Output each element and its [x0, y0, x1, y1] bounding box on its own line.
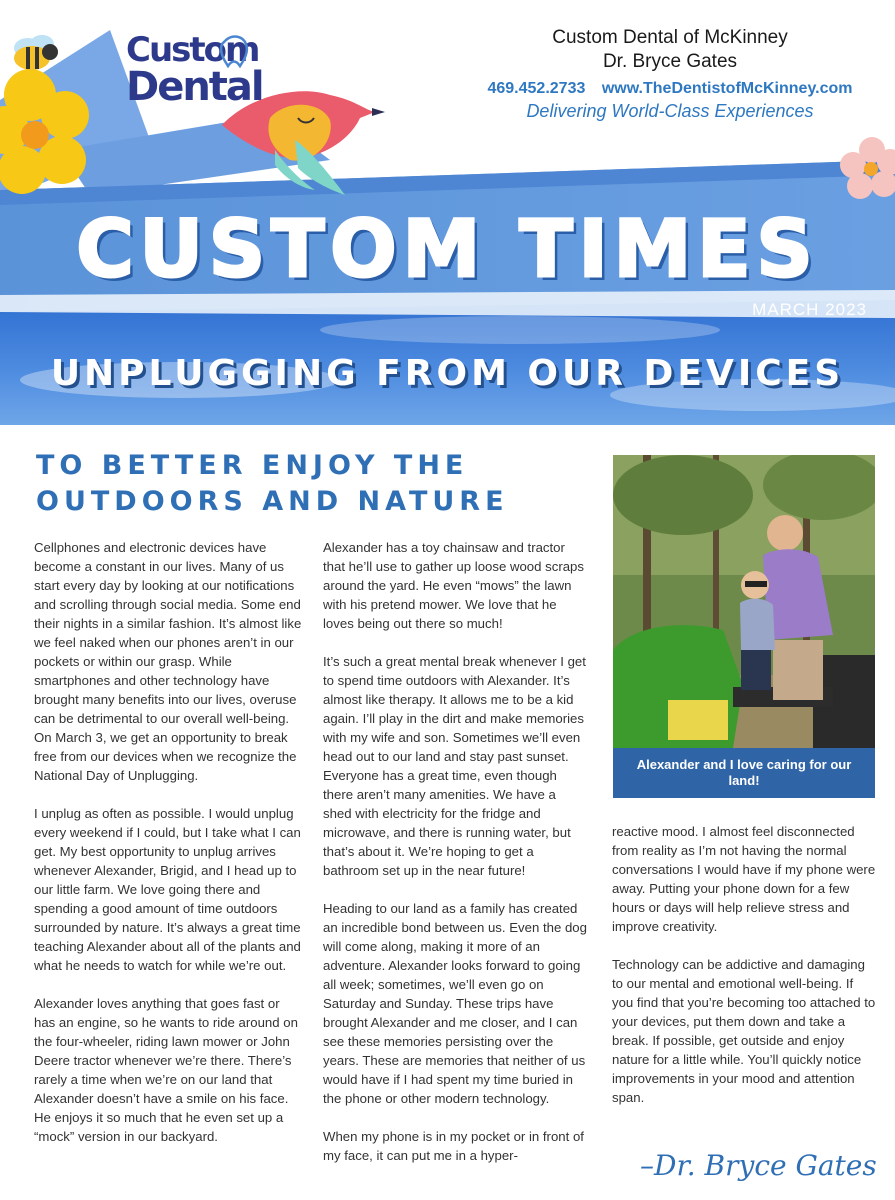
article-subhead: TO BETTER ENJOY THE OUTDOORS AND NATURE: [36, 450, 509, 517]
paragraph: Alexander loves anything that goes fast or has an engine, so he wants to ride around on the four-wheeler, riding lawn mower or John Deere tractor whenever we’re there. There’s rarely a time when we’re on our land that Alexander doesn’t have a smile on his face. He enjoys it so much that he even set up a “mock” version in our backyard.: [34, 996, 298, 1144]
photo-caption: Alexander and I love caring for our land!: [636, 757, 852, 788]
family-photo: [613, 455, 875, 748]
paragraph: When my phone is in my pocket or in front of my face, it can put me in a hyper-: [323, 1129, 584, 1163]
custom-dental-logo: [118, 30, 263, 110]
paragraph: Technology can be addictive and damaging to our mental and emotional well-being. If you find that you’re becoming too attached to your devices, put them down and take a break. If possible, get outside and enjoy nature for a little while. You’ll quickly notice improvements in your mood and attention span.: [612, 957, 876, 1105]
paragraph: reactive mood. I almost feel disconnected from reality as I’m not having the normal conversations I would have if my phone were away. Putting your phone down for a few hours or days will help relieve stress and improve creativity.: [612, 824, 876, 934]
tooth-icon: [118, 30, 258, 110]
newsletter-masthead: CUSTOM TIMES: [76, 205, 819, 295]
article-column-1: [34, 538, 302, 1165]
practice-info: [480, 26, 860, 122]
website-link[interactable]: www.TheDentistofMcKinney.com: [601, 80, 853, 97]
logo-line-1: Custom: [126, 30, 259, 70]
paragraph: Heading to our land as a family has created an incredible bond between us. Even the dog will come along, making it more of an adventure. Alexander looks forward to going all week; sometimes, we’ll even go on Saturday and Sunday. These trips have brought Alexander and me closer, and I can see these memories persisting over the years. These are memories that neither of us would have if I had spent my time buried in the phone or other modern technology.: [323, 901, 587, 1106]
photo-caption-box: [613, 748, 875, 798]
logo-line-2: Dental: [126, 64, 263, 110]
signature: –Dr. Bryce Gates: [640, 1149, 877, 1182]
article-column-2: [323, 538, 588, 1184]
practice-name: Custom Dental of McKinney: [552, 27, 788, 48]
article-headline: UNPLUGGING FROM OUR DEVICES: [50, 353, 845, 394]
contact-line: [480, 78, 860, 100]
phone-number[interactable]: 469.452.2733: [487, 80, 586, 97]
paragraph: Cellphones and electronic devices have become a constant in our lives. Many of us start every day by looking at our notifications and scrolling through social media. Some end their nights in a similar fashion. It’s almost like we feel naked when our phones aren’t in our pockets or within our grasp. While smartphones and other technology have brought many benefits into our lives, overuse can be detrimental to our overall well-being. On March 3, we get an opportunity to break free from our devices when we recognize the National Day of Unplugging.: [34, 540, 302, 783]
tagline: Delivering World-Class Experiences: [526, 101, 814, 121]
article-column-3: [612, 822, 878, 1126]
paragraph: Alexander has a toy chainsaw and tractor that he’ll use to gather up loose wood scraps around the yard. He even “mows” the lawn with his pretend mower. We love that he loves being out there so much!: [323, 540, 584, 631]
doctor-name: Dr. Bryce Gates: [602, 51, 738, 72]
paragraph: It’s such a great mental break whenever I get to spend time outdoors with Alexander. It’s almost like therapy. It allows me to be a kid again. I’ll play in the dirt and make memories with my wife and son. Sometimes we’ll even head out to our land and stay past sunset. Everyone has a great time, even though there aren’t many amenities. We have a shed with electricity for the fridge and microwave, and there is running water, but that’s about it. We’re hoping to get a bathroom set up in the near future!: [323, 654, 586, 878]
paragraph: I unplug as often as possible. I would unplug every weekend if I could, but I take what I can get. My best opportunity to unplug arrives whenever Alexander, Brigid, and I head up to our little farm. We love going there and spending a good amount of time outdoors surrounded by nature. It’s always a great time teaching Alexander about all of the plants and what he needs to watch for while we’re out.: [34, 806, 301, 973]
issue-date: MARCH 2023: [752, 300, 867, 319]
